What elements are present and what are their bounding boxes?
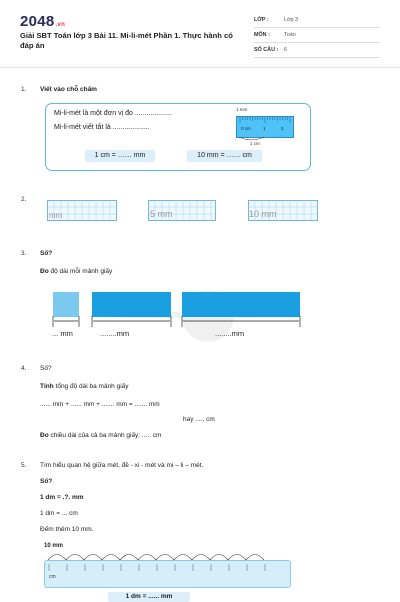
- q1-title: Viết vào chỗ chấm: [40, 86, 97, 93]
- q5-line1[interactable]: 1 dm = .?. mm: [40, 494, 84, 501]
- q5-line2[interactable]: 1 dm = ... cm: [40, 510, 78, 517]
- header-divider: [0, 67, 400, 68]
- q5-ruler: [44, 560, 291, 588]
- q4-cm-answer[interactable]: hay ..... cm: [183, 416, 215, 423]
- q2-grid-strip-3: [248, 200, 318, 221]
- ruler-label-1: 1: [263, 126, 266, 131]
- q5-ruler-unit: cm: [49, 574, 56, 580]
- grid-strip-3-label: 10 mm: [249, 209, 277, 219]
- small-ruler: [236, 116, 294, 138]
- q5-ruler-label: 10 mm: [44, 543, 64, 549]
- q3-answer-3[interactable]: ........mm: [215, 329, 245, 338]
- q1-number: 1.: [21, 86, 27, 93]
- q1-blank-cm-to-mm[interactable]: 1 cm = …… mm: [85, 150, 155, 162]
- q3-answer-2[interactable]: ........mm: [100, 329, 130, 338]
- ruler-mm-label: 1 mm: [236, 107, 248, 112]
- q1-line1: Mi-li-mét là một đơn vị đo ...................: [54, 110, 172, 117]
- q5-bottom-blank[interactable]: 1 dm = ...... mm: [108, 592, 190, 602]
- q5-title: Số?: [40, 478, 53, 485]
- q4-line4: Đo chiều dài của cả ba mảnh giấy: ..... cm: [40, 432, 162, 439]
- q2-number: 2.: [21, 196, 27, 203]
- q2-grid-strip-2: [148, 200, 216, 221]
- meta-grade: LỚP : Lớp 3: [254, 14, 380, 28]
- ruler-label-0: 0 cm: [241, 126, 251, 131]
- page-title: Giải SBT Toán lớp 3 Bài 11. Mi-li-mét Phần 1. Thực hành có đáp án: [20, 31, 233, 50]
- paper-strip-2: [92, 292, 171, 317]
- grid-strip-1-label: mm: [49, 211, 63, 220]
- q4-title: Số?: [40, 365, 52, 372]
- meta-question-count: SỐ CÂU : 6: [254, 44, 380, 58]
- q3-title: Số?: [40, 250, 53, 257]
- paper-strip-1: [53, 292, 79, 317]
- paper-strip-3: [182, 292, 300, 317]
- q1-line2: Mi-li-mét viết tắt là ...................: [54, 124, 150, 131]
- ruler-cm-bracket: [236, 136, 296, 144]
- ruler-label-2: 2: [281, 126, 284, 131]
- q3-number: 3.: [21, 250, 27, 257]
- q1-blank-mm-to-cm[interactable]: 10 mm = …… cm: [187, 150, 262, 162]
- q5-line3: Đếm thêm 10 mm.: [40, 526, 94, 533]
- meta-subject: MÔN : Toán: [254, 29, 380, 43]
- q5-ruler-ticks: [45, 564, 290, 574]
- q4-sum-equation[interactable]: ...... mm + ...... mm + ....... mm = ....... mm: [40, 401, 160, 408]
- q5-number: 5.: [21, 462, 27, 469]
- q3-instruction: Đo độ dài mỗi mảnh giấy: [40, 268, 113, 275]
- q4-line1: Tính tổng độ dài ba mảnh giấy: [40, 383, 129, 390]
- site-logo[interactable]: 2048.vn: [20, 13, 66, 30]
- q5-text: Tìm hiểu quan hệ giữa mét, đề - xi - mét và mi – li – mét.: [40, 462, 204, 469]
- q3-answer-1[interactable]: ... mm: [52, 329, 73, 338]
- q4-number: 4.: [21, 365, 27, 372]
- grid-strip-2-label: 5 mm: [150, 209, 173, 219]
- q3-measure-arrows: [48, 316, 308, 328]
- ruler-cm-label: 1 cm: [250, 141, 260, 146]
- q2-grid-strip-1: [47, 200, 117, 221]
